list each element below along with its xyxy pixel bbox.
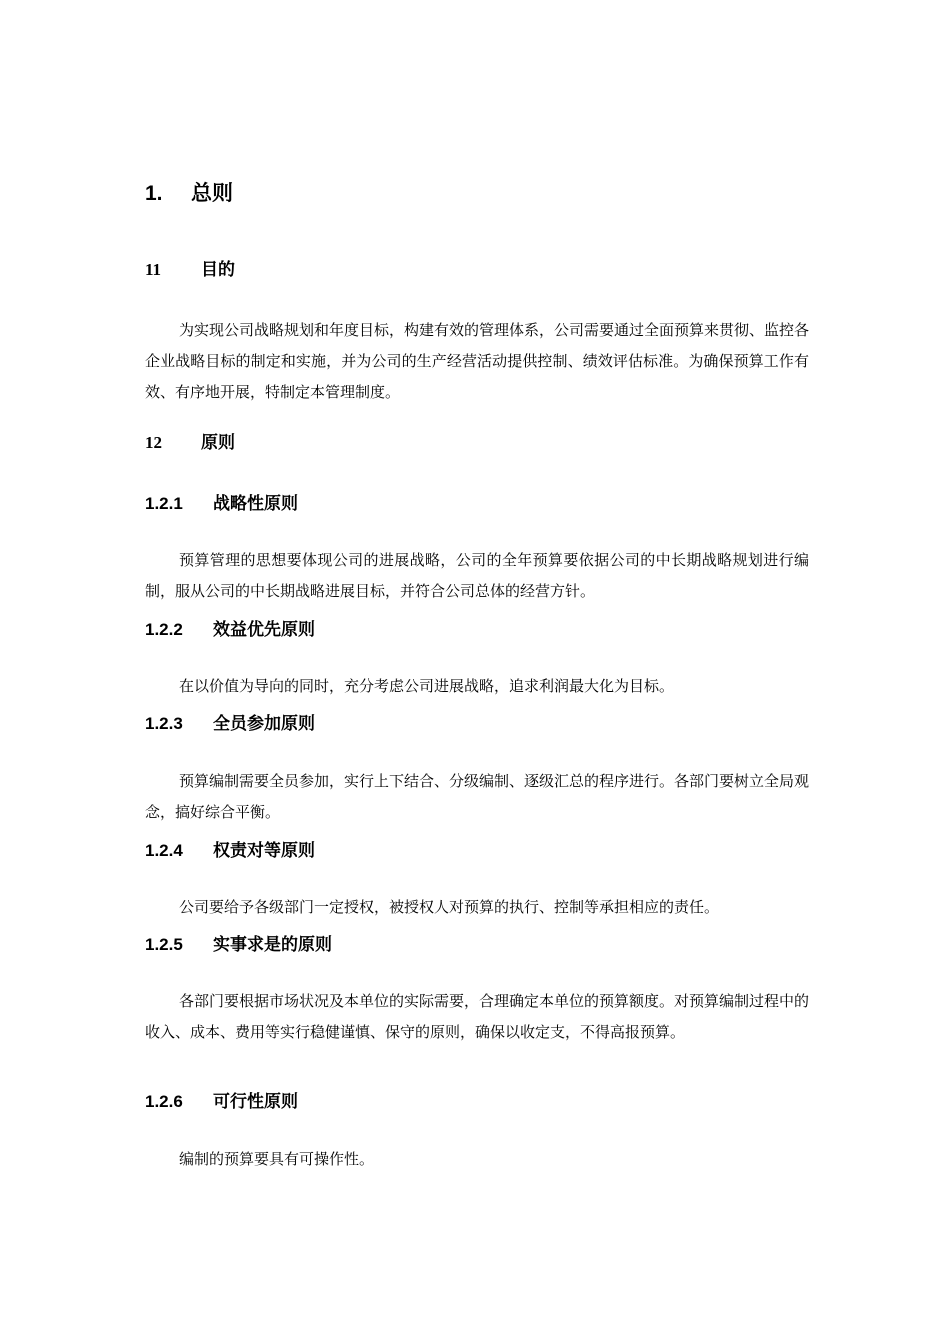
heading-title: 总则 [191, 182, 233, 205]
heading-number: 1.2.2 [145, 620, 183, 639]
heading-section-1-2-6 [145, 1090, 298, 1114]
heading-section-1-1 [145, 258, 235, 282]
heading-number: 1.2.6 [145, 1092, 183, 1111]
heading-number: 1. [145, 182, 163, 205]
heading-section-1-2-1 [145, 492, 298, 516]
heading-section-1 [145, 180, 233, 208]
heading-number: 11 [145, 260, 162, 279]
heading-title: 可行性原则 [213, 1092, 298, 1111]
heading-number: 1.2.5 [145, 935, 183, 954]
heading-number: 1.2.3 [145, 714, 183, 733]
paragraph-participation-principle: 预算编制需要全员参加，实行上下结合、分级编制、逐级汇总的程序进行。各部门要树立全局观念，搞好综合平衡。 [145, 772, 810, 821]
heading-title: 目的 [201, 260, 235, 280]
paragraph-feasibility-principle: 编制的预算要具有可操作性。 [179, 1150, 375, 1168]
heading-section-1-2-2 [145, 618, 315, 642]
heading-section-1-2-5 [145, 933, 332, 957]
paragraph-realistic-principle: 各部门要根据市场状况及本单位的实际需要，合理确定本单位的预算额度。对预算编制过程中的收入、成本、费用等实行稳健谨慎、保守的原则，确保以收定支，不得高报预算。 [145, 992, 810, 1041]
heading-number: 1.2.4 [145, 841, 183, 860]
heading-title: 战略性原则 [213, 494, 298, 513]
heading-section-1-2-3 [145, 712, 315, 736]
heading-number: 12 [145, 433, 162, 452]
heading-section-1-2 [145, 431, 235, 455]
heading-section-1-2-4 [145, 839, 315, 863]
paragraph-strategic-principle: 预算管理的思想要体现公司的进展战略，公司的全年预算要依据公司的中长期战略规划进行编制，服从公司的中长期战略进展目标，并符合公司总体的经营方针。 [145, 551, 809, 600]
heading-title: 实事求是的原则 [213, 935, 332, 954]
paragraph-benefit-principle: 在以价值为导向的同时，充分考虑公司进展战略，追求利润最大化为目标。 [179, 677, 675, 695]
heading-title: 原则 [201, 433, 235, 453]
heading-title: 全员参加原则 [213, 714, 315, 733]
heading-title: 效益优先原则 [213, 620, 315, 639]
paragraph-responsibility-principle: 公司要给予各级部门一定授权，被授权人对预算的执行、控制等承担相应的责任。 [179, 898, 720, 916]
heading-number: 1.2.1 [145, 494, 183, 513]
paragraph-purpose: 为实现公司战略规划和年度目标，构建有效的管理体系，公司需要通过全面预算来贯彻、监控各企业战略目标的制定和实施，并为公司的生产经营活动提供控制、绩效评估标准。为确保预算工作有效、有序地开展，特制定本管理制度。 [145, 321, 810, 401]
heading-title: 权责对等原则 [213, 841, 315, 860]
